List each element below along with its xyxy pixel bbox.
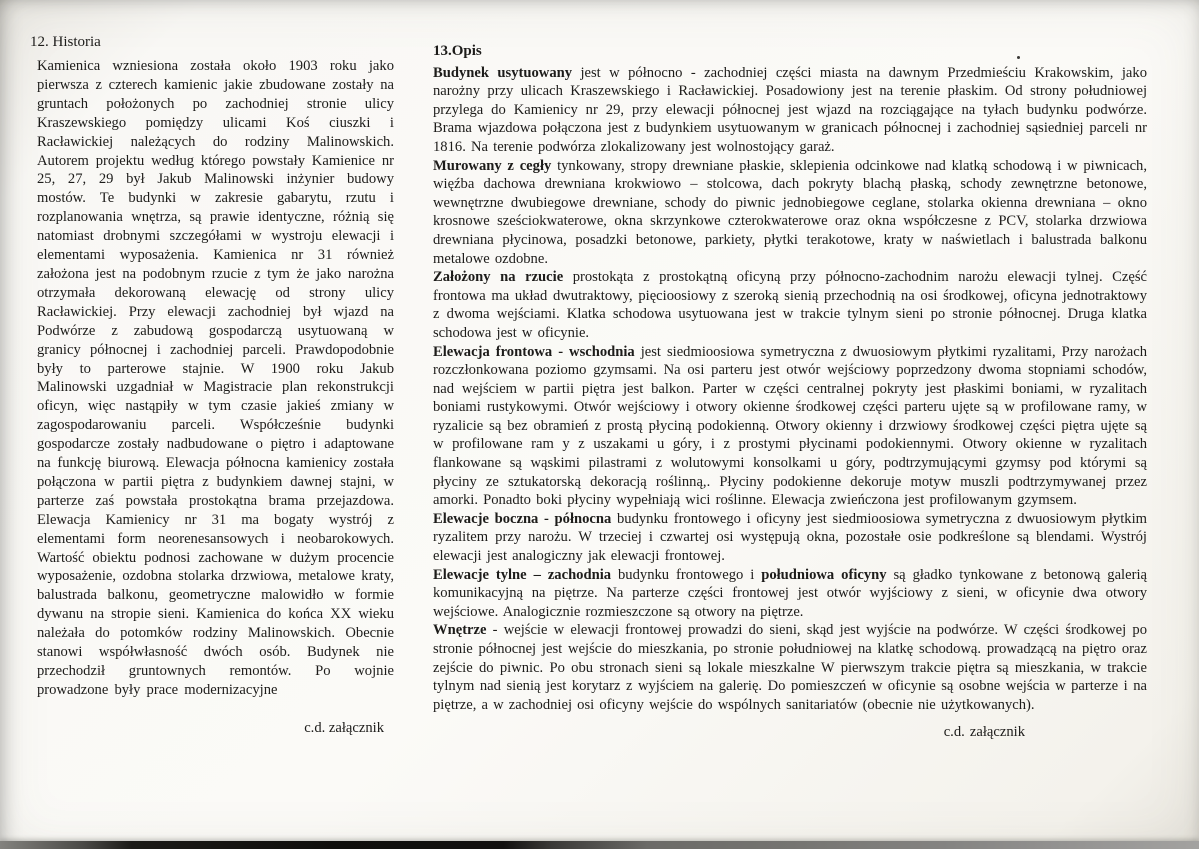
paragraph	[433, 566, 1147, 622]
paragraph	[433, 343, 1147, 510]
paragraph	[37, 57, 394, 700]
paragraph-lead: Murowany z cegły	[433, 157, 552, 174]
bottom-scan-edge	[0, 841, 1199, 849]
paragraph-lead: Elewacje boczna - północna	[433, 510, 612, 527]
right-footer: c.d. załącznik	[943, 724, 1025, 741]
paragraph	[433, 621, 1147, 714]
text-segment: jest w północno - zachodniej części miasta na dawnym Przedmieściu Krakowskim, jako narożny przy ulicach Kraszewskiego i Racławickiej. Posadowiony jest na terenie płaskim. Od strony południowej przylega do Kamienicy nr 29, przy elewacji północnej jest wjazd na rozciągające na tyłach budynku podwórze. Brama wjazdowa połączona jest z budynkiem usytuowanym w granicach północnej i zachodniej sąsiedniej parceli nr 1816. Na terenie podwórza zlokalizowany jest wolnostojący garaż.	[433, 64, 1147, 155]
text-segment: są gładko tynkowane z betonową galerią komunikacyjną na piętrze. Na parterze części frontowej jest otwór wyjściowy z sieni, w oficynie dwa otwory wejściowe. Analogicznie rozmieszczone są otwory na piętrze.	[433, 566, 1147, 620]
text-segment: tynkowany, stropy drewniane płaskie, sklepienia odcinkowe nad klatką schodową i w piwnicach, więźba dachowa drewniana krokwiowo – stolcowa, dach pokryty blachą płaską, schody zewnętrzne betonowe, wewnętrzne dwubiegowe drewniane, schody do piwnic jednobiegowe ceglane, stolarka okienna drewniana – okno krosnowe sześciokwaterowe, okna skrzynkowe czterokwaterowe oraz okna współczesne z PCV, stolarka drzwiowa drewniana płycinowa, posadzki betonowe, parkiety, płytki terakotowe, kraty w naświetlach i balustrada balkonu metalowe ozdobne.	[433, 157, 1147, 267]
text-segment: prostokąta z prostokątną oficyną przy północno-zachodnim narożu elewacji tylnej. Część frontowa ma układ dwutraktowy, pięcioosiowy z szeroką sienią przechodnią na osi środkowej, oficyna jednotraktowy z dwoma wejściami. Klatka schodowa usytuowana jest w trakcie tylnym sieni po stronie północnej. Druga klatka schodowa jest w oficynie.	[433, 269, 1147, 341]
left-column	[30, 34, 394, 737]
text-segment: Kamienica wzniesiona została około 1903 roku jako pierwsza z czterech kamienic jakie zbudowane zostały na gruntach położonych po zachodniej stronie ulicy Kraszewskiego pomiędzy ulicami Koś ciuszki i Racławickiej należących do rodziny Malinowskich. Autorem projektu według którego powstały Kamienice nr 25, 27, 29 był Jakub Malinowski inżynier budowy mostów. Te budynki w zakresie gabarytu, rzutu i rozplanowania wnętrza, są prawie identyczne, różnią się natomiast drobnymi szczegółami w wystroju elewacji i elementami wyposażenia. Kamienica nr 31 również założona jest na podobnym rzucie z tym że jako narożna otrzymała dekorowaną elewację od strony ulicy Racławickiej. Przy elewacji zachodniej był wjazd na Podwórze z zabudową gospodarczą usytuowaną w granicy północnej i zachodniej parceli. Prawdopodobnie były to parterowe stajnie. W 1900 roku Jakub Malinowski uzgadniał w Magistracie plan rekonstrukcji oficyn, więc nastąpiły w tym czasie jakieś zmiany w zagospodarowaniu parceli. Współcześnie budynki gospodarcze zostały nadbudowane o piętro i adaptowane na funkcję biurową. Elewacja północna kamienicy została połączona w partii piętra z budynkiem dawnej stajni, w parterze zaś powstała prostokątna brama przejazdowa. Elewacja Kamienicy nr 31 ma bogaty wystrój z elementami form neorenesansowych i neobarokowych. Wartość obiektu podnosi zachowane w dużym procencie wyposażenie, ozdobna stolarka drzwiowa, metalowe kraty, balustrada balkonu, geometryczne malowidło w formie dywanu na stropie sieni. Kamienica do końca XX wieku należała do potomków rodziny Malinowskich. Obecnie stanowi współwłasność dwóch osób. Budynek nie przechodził gruntownych remontów. Po wojnie prowadzone były prace modernizacyjne	[37, 58, 394, 698]
text-segment: jest siedmioosiowa symetryczna z dwuosiowym płytkimi ryzalitami, Przy narożach rozczłonkowana poziomo gzymsami. Na osi parteru jest otwór wejściowy poprzedzony dwoma stopniami schodów, nad wejściem w partii piętra jest balkon. Parter w części centralnej pokryty jest płaskimi boniami, w ryzalitach boniami rustykowymi. Otwór wejściowy i otwory okienne środkowej części parteru ujęte są w profilowane ramy, w ryzalicie są bez obramień z prostą płyciną podokienną. Otwory okienny i drzwiowy środkowej części piętra ujęte są w profilowane ram y z uszakami u góry, i z prostymi płycinami podokiennymi. Otwory okienne w ryzalitach flankowane są wąskimi pilastrami z wolutowymi konsolkami u góry, podtrzymującymi gzymsy pod którymi są płyciny ze sztukatorską dekoracją roślinną,. Płyciny podokienne dekoruje motyw muszli podtrzymywanej przez amorki. Ponadto boki płyciny wypełniają wici roślinne. Elewacja zwieńczona jest profilowanym gzymsem.	[433, 343, 1147, 509]
text-segment: budynku frontowego i	[611, 566, 762, 583]
right-column-body	[433, 64, 1147, 715]
left-column-heading: 12. Historia	[30, 34, 101, 50]
paragraph-lead: Budynek usytuowany	[433, 64, 573, 81]
left-column-body	[30, 57, 394, 700]
right-column	[433, 42, 1147, 742]
text-segment: - wejście w elewacji frontowej prowadzi do sieni, skąd jest wyjście na podwórze. W części środkowej po stronie północnej jest wejście do mieszkania, po stronie południowej na klatkę schodową. prowadzącą na piętro oraz zejście do piwnic. Po obu stronach sieni są lokale mieszkalne W pierwszym trakcie piętra są mieszkania, w trakcie tylnym nad sienią jest korytarz z wyjściem na galerię. Do pomieszczeń w oficynie są osobne wejścia w parterze i na piętrze, a w zachodniej osi oficyny wejście do wspólnych sanitariatów (obecnie nie użytkowanych).	[433, 622, 1147, 713]
right-column-heading: 13.Opis	[433, 43, 482, 59]
text-segment: budynku frontowego i oficyny jest siedmioosiowa symetryczna z dwuosiowym płytkim ryzalitem przy narożu. W trzeciej i czwartej osi występują okna, pozostałe osie podkreślone są blendami. Wystrój elewacji jest analogiczny jak elewacji frontowej.	[433, 510, 1147, 565]
paragraph	[433, 510, 1147, 566]
paragraph-lead: Wnętrze	[433, 622, 487, 639]
paragraph	[433, 157, 1147, 269]
paragraph-lead: Elewacje tylne – zachodnia	[433, 566, 612, 583]
left-footer: c.d. załącznik	[304, 719, 384, 736]
scan-artifact-dot	[1017, 56, 1020, 59]
paragraph-lead: Założony na rzucie	[433, 269, 564, 286]
paragraph	[433, 268, 1147, 342]
paragraph	[433, 64, 1147, 157]
paragraph-lead: południowa oficyny	[761, 566, 887, 583]
paragraph-lead: Elewacja frontowa - wschodnia	[433, 343, 635, 360]
